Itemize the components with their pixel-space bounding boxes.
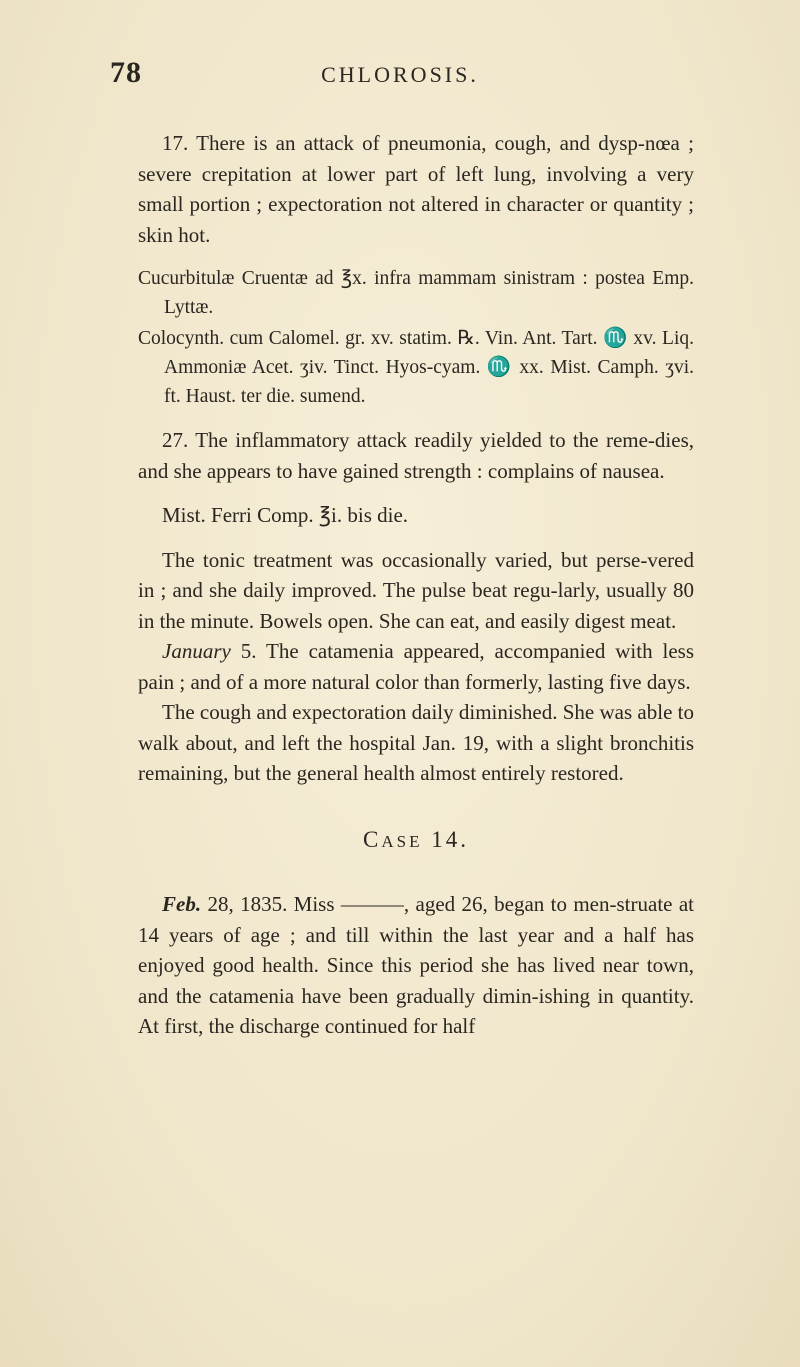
entry-17: 17. There is an attack of pneumonia, cough, and dysp-nœa ; severe crepitation at lower part of left lung, involving a very small portion ; expectoration not altered in character or quantity ; skin hot. bbox=[138, 131, 694, 247]
prescription-block-1 bbox=[138, 264, 694, 411]
running-title: CHLOROSIS. bbox=[321, 62, 479, 87]
january-entry bbox=[138, 636, 694, 697]
case-label-rest: ASE bbox=[381, 831, 423, 851]
prescription-colocynth: Colocynth. cum Calomel. gr. xv. statim. ℞. Vin. Ant. Tart. ♏ xv. Liq. Ammoniæ Acet. ʒiv. Tinct. Hyos-cyam. ♏ xx. Mist. Camph. ʒvi. ft. Haust. ter die. sumend. bbox=[138, 328, 694, 407]
prescription-cupping: Cucurbitulæ Cruentæ ad ℥x. infra mammam sinistram : postea Emp. Lyttæ. bbox=[138, 268, 694, 318]
prescription-ferri: Mist. Ferri Comp. ℥i. bis die. bbox=[162, 503, 409, 527]
cough-paragraph: The cough and expectoration daily diminished. She was able to walk about, and left the hospital Jan. 19, with a slight bronchitis remaining, but the general health almost entirely restored. bbox=[138, 700, 694, 785]
case-14-paragraph bbox=[138, 889, 694, 1042]
tonic-treatment-paragraph: The tonic treatment was occasionally varied, but perse-vered in ; and she daily improved. The pulse beat regu-larly, usually 80 in the minute. Bowels open. She can eat, and easily digest meat. bbox=[138, 547, 694, 633]
page-body bbox=[138, 128, 694, 1042]
page-header bbox=[0, 56, 800, 96]
case-heading bbox=[138, 825, 694, 858]
case-number: 14. bbox=[431, 826, 469, 852]
page-number: 78 bbox=[110, 56, 142, 89]
case-14-date: Feb. bbox=[162, 892, 202, 916]
january-date: January bbox=[162, 639, 231, 663]
case-label-initial: C bbox=[363, 826, 382, 852]
entry-27: 27. The inflammatory attack readily yielded to the reme-dies, and she appears to have gained strength : complains of nausea. bbox=[138, 428, 694, 483]
january-text: 5. The catamenia appeared, accompanied with less pain ; and of a more natural color than formerly, lasting five days. bbox=[138, 639, 694, 694]
case-14-text: 28, 1835. Miss ———, aged 26, began to men-struate at 14 years of age ; and till within the last year and a half has enjoyed good health. Since this period she has lived near town, and the catamenia have been gradually dimin-ishing in quantity. At first, the discharge continued for half bbox=[138, 892, 694, 1038]
